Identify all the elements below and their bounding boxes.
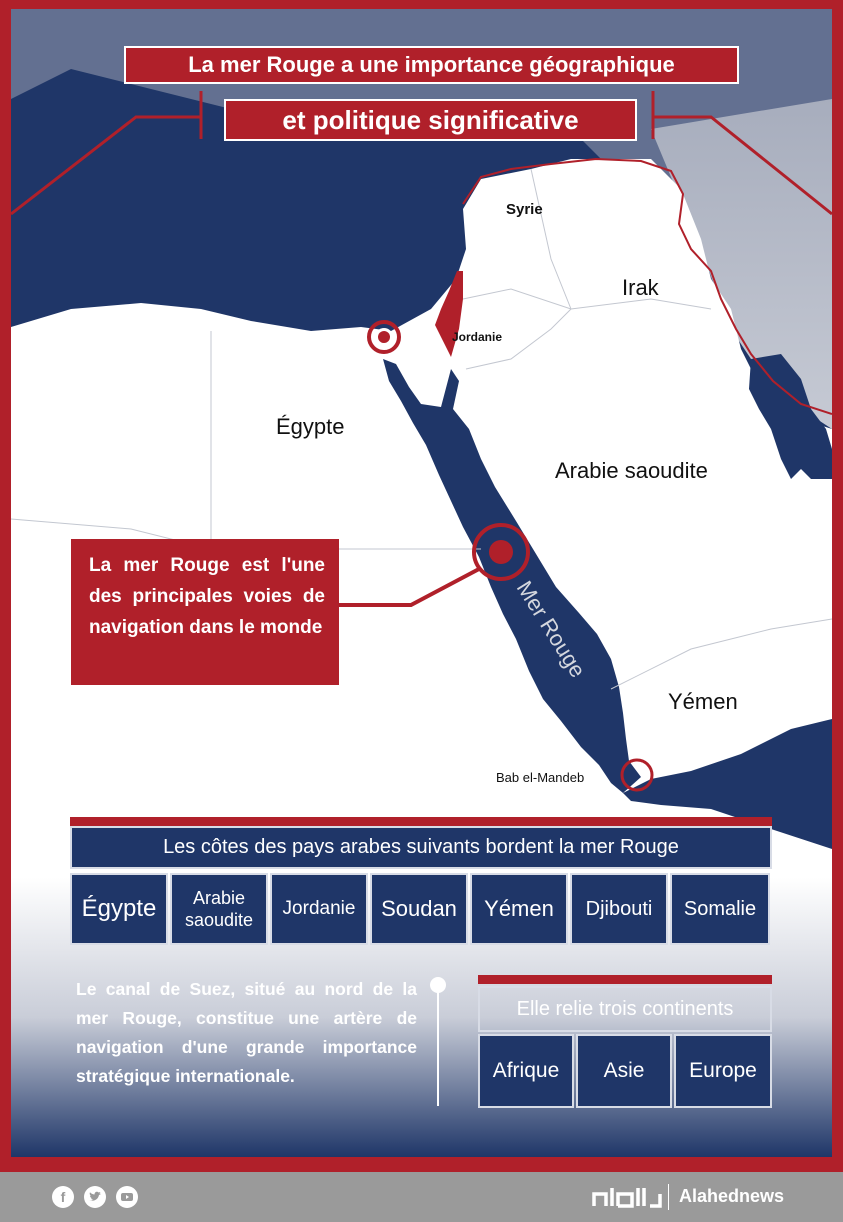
facebook-icon[interactable]: f [52,1186,74,1208]
country-name: Djibouti [585,897,653,920]
continent-name: Afrique [492,1059,560,1082]
coastal-countries-table [70,817,772,945]
country-cell [570,873,668,945]
country-cell [670,873,770,945]
country-name: Jordanie [282,898,356,919]
continent-cell [674,1034,772,1108]
continent-name: Europe [689,1059,757,1082]
alahed-logo-icon [592,1184,662,1210]
country-name: Somalie [683,897,757,920]
country-name: Yémen [484,896,554,921]
continents-table-row [478,1034,772,1108]
label-saudi: Arabie saoudite [555,458,708,483]
country-cell [370,873,468,945]
coastal-table-row [70,873,772,945]
label-egypt: Égypte [276,414,345,439]
continents-table [478,975,772,1108]
youtube-icon[interactable] [116,1186,138,1208]
label-bab-el-mandeb: Bab el-Mandeb [496,770,585,785]
country-name: Arabie [192,888,246,908]
navigation-callout: La mer Rouge est l'une des principales voies de navigation dans le monde [71,539,339,685]
continent-cell [478,1034,574,1108]
country-name: Soudan [381,896,457,921]
label-syria: Syrie [506,201,543,218]
country-cell [270,873,368,945]
coastal-table-header: Les côtes des pays arabes suivants bordent la mer Rouge [70,826,772,869]
suez-divider-dot [430,977,446,993]
label-iraq: Irak [622,275,659,300]
suez-divider-line [437,984,439,1106]
brand-name: Alahednews [679,1186,785,1206]
continent-cell [576,1034,672,1108]
country-name-line2: saoudite [184,910,254,930]
twitter-icon[interactable] [84,1186,106,1208]
red-sea-label: Mer Rouge [511,576,591,682]
country-cell [70,873,168,945]
label-yemen: Yémen [668,689,738,714]
coastal-table-bar [70,817,772,826]
country-name: Égypte [81,895,157,922]
title-line-1: La mer Rouge a une importance géographique [124,46,739,84]
label-jordan: Jordanie [452,330,503,344]
continent-name: Asie [603,1059,645,1082]
continents-table-bar [478,975,772,984]
map-panel [11,9,832,1157]
country-cell [470,873,568,945]
brand-separator [668,1184,669,1210]
continents-table-header: Elle relie trois continents [478,986,772,1032]
country-cell [170,873,268,945]
footer-bar [0,1172,843,1222]
suez-canal-text: Le canal de Suez, situé au nord de la mer Rouge, constitue une artère de navigation d'une grande importance stratégique internationale. [76,979,417,1086]
title-line-2: et politique significative [224,99,637,141]
